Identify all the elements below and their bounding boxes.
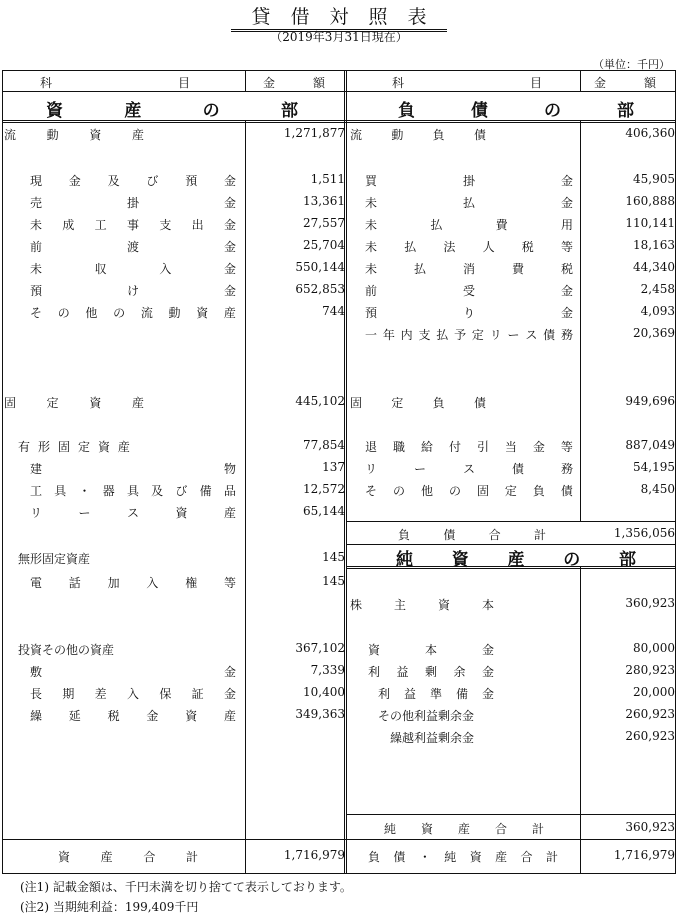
net-assets-total-rule bbox=[346, 814, 676, 815]
current-liabilities-value: 406,360 bbox=[625, 126, 675, 140]
unit-label: （単位：千円） bbox=[593, 58, 670, 71]
asset-value-accrued-income: 550,144 bbox=[295, 260, 345, 274]
right-amount-divider bbox=[580, 567, 581, 874]
liability-row-retirement-benefits: 退 職 給 付 引 当 金 等 bbox=[365, 440, 573, 454]
fixed-assets-value: 445,102 bbox=[295, 394, 345, 408]
asset-row-telephone-rights: 電 話 加 入 権 等 bbox=[30, 576, 236, 590]
liabilities-total-rule bbox=[346, 521, 676, 522]
fixed-liabilities-value: 949,696 bbox=[625, 394, 675, 408]
asset-value-telephone-rights: 145 bbox=[322, 574, 345, 588]
asset-row-wip-costs: 未 成 工 事 支 出 金 bbox=[30, 218, 236, 232]
liability-value-retirement-benefits: 887,049 bbox=[625, 438, 675, 452]
liability-row-accounts-payable: 買 掛 金 bbox=[365, 174, 573, 188]
asset-value-other-current: 744 bbox=[322, 304, 345, 318]
total-assets-label: 資 産 合 計 bbox=[58, 850, 198, 864]
left-amount-divider bbox=[245, 121, 246, 874]
asset-value-advances: 25,704 bbox=[303, 238, 345, 252]
equity-value-legal-reserve: 20,000 bbox=[633, 685, 675, 699]
liability-row-deposits-received: 預 り 金 bbox=[365, 306, 573, 320]
total-net-assets-value: 360,923 bbox=[625, 820, 675, 834]
asset-row-cash: 現 金 及 び 預 金 bbox=[30, 174, 236, 188]
liability-value-lease-obligations: 54,195 bbox=[633, 460, 675, 474]
investments-value: 367,102 bbox=[295, 641, 345, 655]
intangible-assets-label: 無形固定資産 bbox=[18, 552, 91, 566]
liabilities-section-heading: 負 債 の 部 bbox=[398, 101, 634, 121]
header-rule bbox=[2, 91, 676, 92]
investments-label: 投資その他の資産 bbox=[18, 643, 115, 657]
asset-row-lease-assets: リ ー ス 資 産 bbox=[30, 506, 236, 520]
total-liabilities-value: 1,356,056 bbox=[613, 526, 675, 540]
tangible-assets-label: 有 形 固 定 資 産 bbox=[18, 440, 130, 454]
footnote-2: (注2) 当期純利益：199,409千円 bbox=[20, 900, 199, 914]
total-liabilities-net-assets-label: 負 債 ・ 純 資 産 合 計 bbox=[368, 850, 558, 864]
page-title: 貸借対照表 bbox=[0, 2, 678, 29]
footnote-1: (注1) 記載金額は、千円未満を切り捨てて表示しております。 bbox=[20, 880, 352, 894]
asset-row-deferred-tax: 繰 延 税 金 資 産 bbox=[30, 709, 236, 723]
equity-row-other-retained: その他利益剰余金 bbox=[378, 709, 475, 723]
asset-value-long-term-guarantee: 10,400 bbox=[303, 685, 345, 699]
equity-value-capital: 80,000 bbox=[633, 641, 675, 655]
asset-value-security-deposits: 7,339 bbox=[310, 663, 345, 677]
header-account-left: 科 目 bbox=[40, 76, 190, 90]
asset-row-other-current: そ の 他 の 流 動 資 産 bbox=[30, 306, 236, 320]
liability-value-income-taxes: 18,163 bbox=[633, 238, 675, 252]
asset-value-tools-equipment: 12,572 bbox=[303, 482, 345, 496]
total-liabilities-label: 負 債 合 計 bbox=[398, 528, 546, 542]
asset-value-wip-costs: 27,557 bbox=[303, 216, 345, 230]
liability-value-advances-received: 2,458 bbox=[640, 282, 675, 296]
asset-row-accrued-income: 未 収 入 金 bbox=[30, 262, 236, 276]
left-amount-divider bbox=[245, 70, 246, 91]
liability-row-lease-obligations: リ ー ス 債 務 bbox=[365, 462, 573, 476]
liability-value-accounts-payable: 45,905 bbox=[633, 172, 675, 186]
asset-row-deposits: 預 け 金 bbox=[30, 284, 236, 298]
right-amount-divider bbox=[580, 121, 581, 521]
liability-row-current-lease: 一 年 内 支 払 予 定 リ ー ス 債 務 bbox=[365, 328, 573, 342]
asset-value-deposits: 652,853 bbox=[295, 282, 345, 296]
fixed-assets-label: 固 定 資 産 bbox=[4, 396, 144, 410]
liability-row-consumption-tax: 未 払 消 費 税 bbox=[365, 262, 573, 276]
liability-value-other-fixed: 8,450 bbox=[640, 482, 675, 496]
liability-value-other-payables: 160,888 bbox=[625, 194, 675, 208]
liability-value-current-lease: 20,369 bbox=[633, 326, 675, 340]
liability-row-income-taxes: 未 払 法 人 税 等 bbox=[365, 240, 573, 254]
right-amount-divider bbox=[580, 70, 581, 91]
liability-value-deposits-received: 4,093 bbox=[640, 304, 675, 318]
header-account-right: 科 目 bbox=[392, 76, 542, 90]
asset-value-accounts-receivable: 13,361 bbox=[303, 194, 345, 208]
liability-value-consumption-tax: 44,340 bbox=[633, 260, 675, 274]
asset-value-buildings: 137 bbox=[322, 460, 345, 474]
fixed-liabilities-label: 固 定 負 債 bbox=[350, 396, 486, 410]
header-amount-right: 金 額 bbox=[594, 76, 656, 90]
equity-row-capital: 資 本 金 bbox=[368, 643, 494, 657]
liability-value-accrued-expenses: 110,141 bbox=[625, 216, 675, 230]
intangible-assets-value: 145 bbox=[322, 550, 345, 564]
shareholders-equity-value: 360,923 bbox=[625, 596, 675, 610]
liability-row-other-fixed: そ の 他 の 固 定 負 債 bbox=[365, 484, 573, 498]
current-assets-label: 流 動 資 産 bbox=[4, 128, 144, 142]
total-assets-value: 1,716,979 bbox=[283, 848, 345, 862]
net-assets-section-heading: 純 資 産 の 部 bbox=[396, 550, 636, 570]
asset-row-buildings: 建 物 bbox=[30, 462, 236, 476]
report-date: （2019年3月31日現在） bbox=[270, 30, 408, 44]
asset-row-accounts-receivable: 売 掛 金 bbox=[30, 196, 236, 210]
total-net-assets-label: 純 資 産 合 計 bbox=[384, 822, 544, 836]
header-amount-left: 金 額 bbox=[263, 76, 325, 90]
asset-row-tools-equipment: 工 具 ・ 器 具 及 び 備 品 bbox=[30, 484, 236, 498]
asset-value-deferred-tax: 349,363 bbox=[295, 707, 345, 721]
current-assets-value: 1,271,877 bbox=[283, 126, 345, 140]
liability-row-advances-received: 前 受 金 bbox=[365, 284, 573, 298]
equity-row-legal-reserve: 利 益 準 備 金 bbox=[378, 687, 494, 701]
asset-row-advances: 前 渡 金 bbox=[30, 240, 236, 254]
total-liabilities-net-assets-value: 1,716,979 bbox=[613, 848, 675, 862]
equity-value-retained-earnings: 280,923 bbox=[625, 663, 675, 677]
current-liabilities-label: 流 動 負 債 bbox=[350, 128, 486, 142]
equity-value-other-retained: 260,923 bbox=[625, 707, 675, 721]
liability-row-accrued-expenses: 未 払 費 用 bbox=[365, 218, 573, 232]
assets-section-heading: 資 産 の 部 bbox=[46, 101, 298, 121]
asset-value-cash: 1,511 bbox=[310, 172, 345, 186]
equity-row-retained-earnings: 利 益 剰 余 金 bbox=[368, 665, 494, 679]
totals-rule bbox=[2, 839, 676, 840]
asset-row-security-deposits: 敷 金 bbox=[30, 665, 236, 679]
liability-row-other-payables: 未 払 金 bbox=[365, 196, 573, 210]
equity-value-carried-forward: 260,923 bbox=[625, 729, 675, 743]
tangible-assets-value: 77,854 bbox=[303, 438, 345, 452]
shareholders-equity-label: 株 主 資 本 bbox=[350, 598, 494, 612]
equity-row-carried-forward: 繰越利益剰余金 bbox=[390, 731, 475, 745]
asset-row-long-term-guarantee: 長 期 差 入 保 証 金 bbox=[30, 687, 236, 701]
asset-value-lease-assets: 65,144 bbox=[303, 504, 345, 518]
